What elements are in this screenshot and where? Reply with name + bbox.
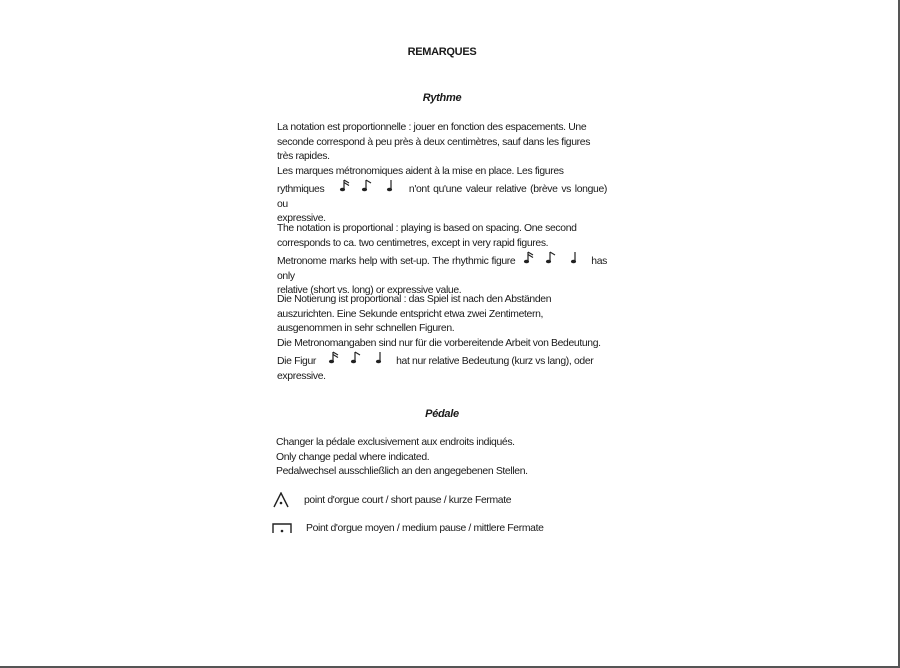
medium-fermata-icon [272,521,292,535]
section-heading-pedale: Pédale [425,408,459,420]
text-line [277,179,607,212]
text-segment: n'ont qu'une valeur relative (brève vs longue) ou [277,184,608,210]
text-segment: hat nur relative Bedeutung (kurz vs lang), oder [396,356,594,367]
text-line: relative (short vs. long) or expressive value. [277,285,462,296]
section-heading-rythme: Rythme [422,92,462,104]
text-line: expressive. [277,213,326,224]
text-line: Changer la pédale exclusivement aux endroits indiqués. [276,437,515,448]
text-line: très rapides. [277,151,330,162]
short-fermata-icon [272,492,290,508]
medium-pause-label: Point d'orgue moyen / medium pause / mittlere Fermate [306,522,544,534]
short-pause-label: point d'orgue court / short pause / kurze Fermate [304,494,512,506]
text-segment: has only [277,256,607,282]
pedal-instructions [276,436,528,480]
text-line: The notation is proportional : playing is based on spacing. One second [277,223,577,234]
text-segment: Die Figur [277,356,317,367]
text-line: Pedalwechsel ausschließlich an den angegebenen Stellen. [276,466,528,477]
paragraph-french [277,121,607,227]
text-segment: rythmiques [277,184,325,195]
text-line: ausgenommen in sehr schnellen Figuren. [277,323,455,334]
short-pause-legend [272,492,511,508]
page-title: REMARQUES [407,46,477,58]
rhythm-figure-icon [325,351,391,364]
text-line: La notation est proportionnelle : jouer en fonction des espacements. Une [277,122,587,133]
text-line [277,351,607,370]
text-line: seconde correspond à peu près à deux centimètres, sauf dans les figures [277,136,591,148]
text-line: Les marques métronomiques aident à la mise en place. Les figures [277,165,564,177]
text-segment: Metronome marks help with set-up. The rhythmic figure [277,256,516,267]
text-line: corresponds to ca. two centimetres, except in very rapid figures. [277,237,549,249]
text-line: Die Metronomangaben sind nur für die vorbereitende Arbeit von Bedeutung. [277,337,601,349]
text-line: Only change pedal where indicated. [276,451,430,463]
text-line: auszurichten. Eine Sekunde entspricht etwa zwei Zentimetern, [277,308,544,320]
paragraph-english [277,222,607,299]
rhythm-figure-icon [520,251,586,264]
paragraph-german [277,293,607,384]
text-line: Die Notierung ist proportional : das Spiel ist nach den Abständen [277,294,552,305]
medium-pause-legend [272,521,544,535]
rhythm-figure-icon [336,179,402,192]
text-line: expressive. [277,370,326,382]
text-line [277,251,607,284]
